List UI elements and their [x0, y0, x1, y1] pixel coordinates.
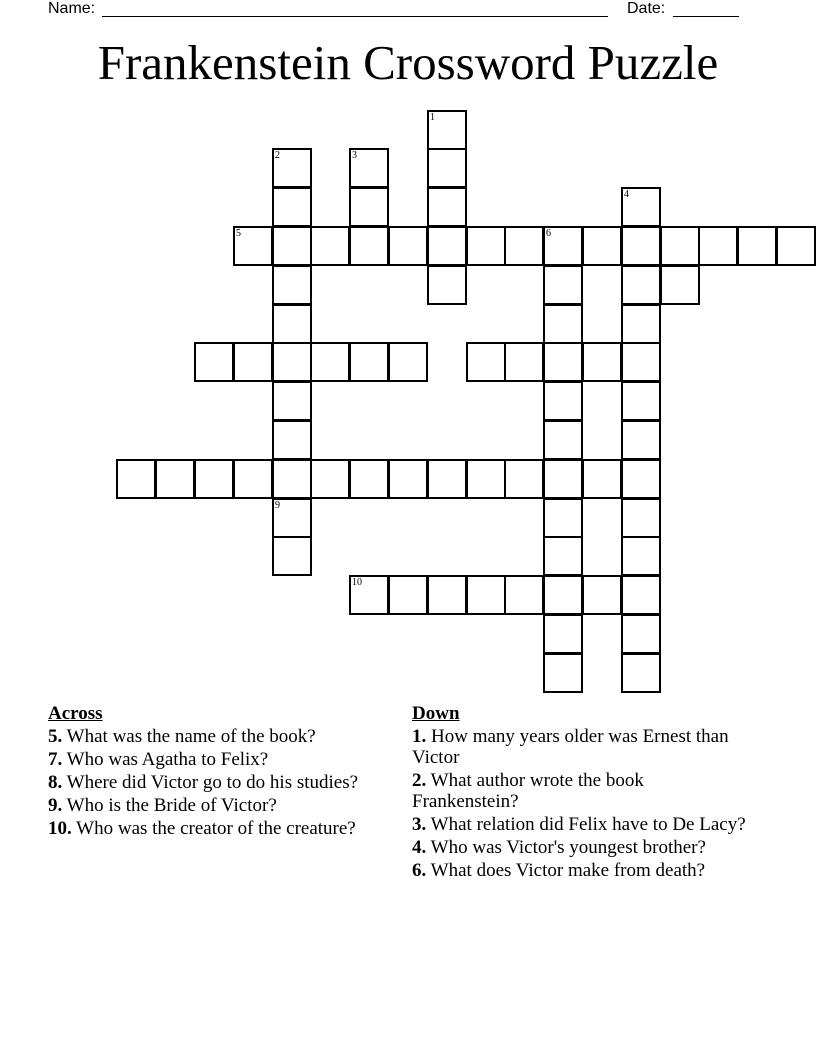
- grid-cell[interactable]: [466, 575, 506, 615]
- grid-cell[interactable]: [155, 459, 195, 499]
- grid-cell[interactable]: [427, 187, 467, 227]
- grid-cell[interactable]: [621, 575, 661, 615]
- grid-cell[interactable]: [543, 653, 583, 693]
- grid-cell[interactable]: [272, 187, 312, 227]
- date-label: Date:: [627, 0, 666, 17]
- grid-cell[interactable]: [272, 381, 312, 421]
- clue-number: 4.: [412, 837, 427, 858]
- grid-cell[interactable]: [621, 459, 661, 499]
- grid-cell[interactable]: [427, 226, 467, 266]
- grid-cell[interactable]: [582, 342, 622, 382]
- grid-cell[interactable]: [466, 459, 506, 499]
- grid-cell[interactable]: [504, 575, 544, 615]
- grid-cell[interactable]: [504, 342, 544, 382]
- down-clue: [412, 837, 752, 858]
- across-clue: [48, 795, 378, 816]
- down-clue: [412, 770, 752, 812]
- across-heading: Across: [48, 703, 103, 724]
- grid-cell[interactable]: [272, 226, 312, 266]
- grid-cell[interactable]: [272, 498, 312, 538]
- across-clue: [48, 749, 378, 770]
- page-title: Frankenstein Crossword Puzzle: [97, 35, 719, 90]
- clue-text: What was the name of the book?: [66, 726, 316, 747]
- down-heading: Down: [412, 703, 460, 724]
- across-clue: [48, 818, 378, 839]
- grid-cell[interactable]: [543, 265, 583, 305]
- grid-cell[interactable]: [427, 575, 467, 615]
- grid-cell[interactable]: [233, 459, 273, 499]
- grid-cell[interactable]: [621, 653, 661, 693]
- across-clue: [48, 726, 378, 747]
- grid-cell[interactable]: [621, 342, 661, 382]
- clue-number-label: 2: [275, 150, 280, 161]
- grid-cell[interactable]: [272, 459, 312, 499]
- grid-cell[interactable]: [621, 614, 661, 654]
- grid-cell[interactable]: [543, 226, 583, 266]
- grid-cell[interactable]: [621, 304, 661, 344]
- clue-number-label: 1: [430, 112, 435, 123]
- clue-text: Who was the creator of the creature?: [76, 818, 356, 839]
- grid-cell[interactable]: [310, 459, 350, 499]
- grid-cell[interactable]: [388, 342, 428, 382]
- grid-cell[interactable]: [543, 575, 583, 615]
- down-clues: [412, 703, 752, 883]
- grid-cell[interactable]: [272, 304, 312, 344]
- grid-cell[interactable]: [543, 304, 583, 344]
- clue-number-label: 3: [352, 150, 357, 161]
- clue-number: 8.: [48, 772, 63, 793]
- grid-cell[interactable]: [543, 381, 583, 421]
- grid-cell[interactable]: [349, 459, 389, 499]
- grid-cell[interactable]: [543, 498, 583, 538]
- grid-cell[interactable]: [427, 110, 467, 150]
- clue-text: What relation did Felix have to De Lacy?: [430, 814, 746, 835]
- grid-cell[interactable]: [388, 459, 428, 499]
- clue-number: 10.: [48, 818, 72, 839]
- grid-cell[interactable]: [621, 381, 661, 421]
- grid-cell[interactable]: [776, 226, 816, 266]
- grid-cell[interactable]: [466, 226, 506, 266]
- clue-text: Who was Victor's youngest brother?: [430, 837, 706, 858]
- grid-cell[interactable]: [272, 265, 312, 305]
- grid-cell[interactable]: [698, 226, 738, 266]
- grid-cell[interactable]: [621, 226, 661, 266]
- clue-text: Who was Agatha to Felix?: [66, 749, 269, 770]
- grid-cell[interactable]: [272, 148, 312, 188]
- grid-cell[interactable]: [582, 226, 622, 266]
- grid-cell[interactable]: [582, 575, 622, 615]
- grid-cell[interactable]: [660, 226, 700, 266]
- grid-cell[interactable]: [660, 265, 700, 305]
- grid-cell[interactable]: [621, 187, 661, 227]
- grid-cell[interactable]: [504, 226, 544, 266]
- grid-cell[interactable]: [349, 575, 389, 615]
- grid-cell[interactable]: [349, 187, 389, 227]
- grid-cell[interactable]: [310, 226, 350, 266]
- grid-cell[interactable]: [116, 459, 156, 499]
- clue-text: Who is the Bride of Victor?: [66, 795, 277, 816]
- grid-cell[interactable]: [737, 226, 777, 266]
- clue-number: 7.: [48, 749, 63, 770]
- grid-cell[interactable]: [621, 498, 661, 538]
- grid-cell[interactable]: [349, 148, 389, 188]
- grid-cell[interactable]: [466, 342, 506, 382]
- grid-cell[interactable]: [582, 459, 622, 499]
- grid-cell[interactable]: [543, 420, 583, 460]
- clue-text: What does Victor make from death?: [430, 860, 706, 881]
- grid-cell[interactable]: [543, 459, 583, 499]
- grid-cell[interactable]: [233, 342, 273, 382]
- grid-cell[interactable]: [272, 342, 312, 382]
- clue-number-label: 4: [624, 189, 629, 200]
- grid-cell[interactable]: [543, 614, 583, 654]
- down-clue: [412, 860, 752, 881]
- clue-text: What author wrote the book Frankenstein?: [412, 770, 644, 812]
- clue-number: 2.: [412, 770, 427, 791]
- clue-number: 3.: [412, 814, 427, 835]
- clue-number-label: 9: [275, 500, 280, 511]
- clue-number: 9.: [48, 795, 63, 816]
- grid-cell[interactable]: [621, 420, 661, 460]
- clue-number: 1.: [412, 726, 427, 747]
- grid-cell[interactable]: [543, 536, 583, 576]
- grid-cell[interactable]: [621, 265, 661, 305]
- across-clues: [48, 703, 378, 841]
- clue-number: 5.: [48, 726, 63, 747]
- clue-number: 6.: [412, 860, 427, 881]
- clue-number-label: 6: [546, 228, 551, 239]
- grid-cell[interactable]: [427, 459, 467, 499]
- grid-cell[interactable]: [504, 459, 544, 499]
- clue-text: How many years older was Ernest than Victor: [412, 726, 729, 768]
- grid-cell[interactable]: [349, 342, 389, 382]
- grid-cell[interactable]: [272, 536, 312, 576]
- grid-cell[interactable]: [543, 342, 583, 382]
- grid-cell[interactable]: [233, 226, 273, 266]
- clue-number-label: 10: [352, 577, 362, 588]
- grid-cell[interactable]: [272, 420, 312, 460]
- grid-cell[interactable]: [349, 226, 389, 266]
- clue-text: Where did Victor go to do his studies?: [66, 772, 359, 793]
- grid-cell[interactable]: [621, 536, 661, 576]
- grid-cell[interactable]: [388, 226, 428, 266]
- grid-cell[interactable]: [427, 148, 467, 188]
- grid-cell[interactable]: [194, 459, 234, 499]
- clue-number-label: 5: [236, 228, 241, 239]
- grid-cell[interactable]: [427, 265, 467, 305]
- grid-cell[interactable]: [310, 342, 350, 382]
- down-clue: [412, 726, 752, 768]
- down-clue: [412, 814, 752, 835]
- name-label: Name:: [48, 0, 96, 17]
- grid-cell[interactable]: [388, 575, 428, 615]
- grid-cell[interactable]: [194, 342, 234, 382]
- across-clue: [48, 772, 378, 793]
